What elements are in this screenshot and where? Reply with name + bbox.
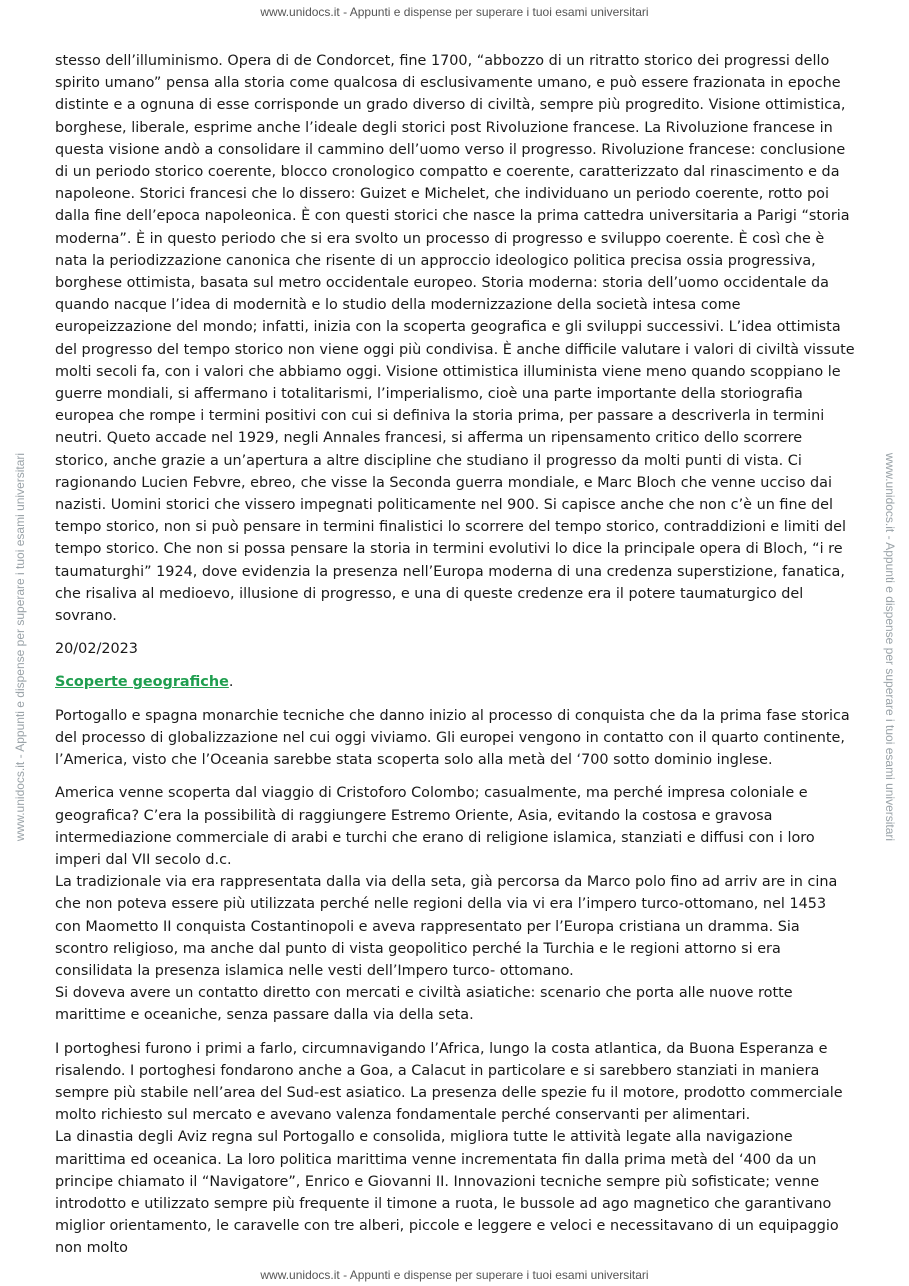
document-body (55, 50, 855, 1260)
date-label: 20/02/2023 (55, 641, 138, 658)
paragraph-via-della-seta: La tradizionale via era rappresentata dalla via della seta, già percorsa da Marco polo fino ad arriv are in cina che non poteva essere più utilizzata perché nelle regioni della via vi era l’impero turco-ottomano, nel 1453 con Maometto II conquista Costantinopoli e aveva rappresentato per l’Europa cristiana un dramma. Sia scontro religioso, ma anche dal punto di vista geopolitico perché la Turchia e le regioni attorno si era consilidata la presenza islamica nelle vesti dell’Impero turco- ottomano. (55, 874, 838, 979)
paragraph-portogallo-spagna: Portogallo e spagna monarchie tecniche che danno inizio al processo di conquista che da la prima fase storica del processo di globalizzazione nel cui oggi viviamo. Gli europei vengono in contatto con il quarto continente, l’America, visto che l’Oceania sarebbe stata scoperta solo alla metà del ‘700 sotto dominio inglese. (55, 707, 850, 769)
heading-dot: . (228, 674, 234, 691)
section-heading-link[interactable]: Scoperte geografiche (55, 674, 229, 691)
paragraph-nuove-rotte: Si doveva avere un contatto diretto con mercati e civiltà asiatiche: scenario che porta alle nuove rotte marittime e oceaniche, senza passare dalla via della seta. (55, 985, 793, 1024)
paragraph-portoghesi: I portoghesi furono i primi a farlo, circumnavigando l’Africa, lungo la costa atlantica, da Buona Esperanza e risalendo. I portoghesi fondarono anche a Goa, a Calacut in particolare e si sarebbero stanziati in maniera sempre più stabile nell’area del Sud-est asiatico. La presenza delle spezie fu il motore, prodotto commerciale molto richiesto sul mercato e avevano valenza fondamentale perché conservanti per alimentari. (55, 1040, 843, 1124)
page-header-watermark: www.unidocs.it - Appunti e dispense per superare i tuoi esami universitari (260, 5, 649, 19)
right-side-watermark: www.unidocs.it - Appunti e dispense per superare i tuoi esami universitari (883, 452, 897, 842)
paragraph-america: America venne scoperta dal viaggio di Cristoforo Colombo; casualmente, ma perché impresa coloniale e geografica? C’era la possibilità di raggiungere Estremo Oriente, Asia, evitando la costosa e gravosa intermediazione commerciale di arabi e turchi che erano di religione islamica, stanziati e diffusi con i loro imperi dal VII secolo d.c. (55, 785, 815, 868)
left-side-watermark: www.unidocs.it - Appunti e dispense per superare i tuoi esami universitari (13, 452, 27, 842)
paragraph-aviz: La dinastia degli Aviz regna sul Portogallo e consolida, migliora tutte le attività legate alla navigazione marittima ed oceanica. La loro politica marittima venne incrementata fin dalla prima metà del ‘400 da un principe chiamato il “Navigatore”, Enrico e Giovanni II. Innovazioni tecniche sempre più sofisticate; venne introdotto e utilizzato sempre più frequente il timone a ruota, le bussole ad ago magnetico che garantivano miglior orientamento, le caravelle con tre alberi, piccole e leggere e veloci e necessitavano di un equipaggio non molto (55, 1129, 839, 1257)
page-footer-watermark: www.unidocs.it - Appunti e dispense per superare i tuoi esami universitari (260, 1268, 649, 1282)
section-heading (55, 671, 855, 693)
paragraph-illuminismo: stesso dell’illuminismo. Opera di de Condorcet, fine 1700, “abbozzo di un ritratto storico dei progressi dello spirito umano” pensa alla storia come qualcosa di esclusivamente umano, e può essere frazionata in epoche distinte e a ognuna di esse corrisponde un grado diverso di civiltà, sempre più progredito. Visione ottimistica, borghese, liberale, esprime anche l’ideale degli storici post Rivoluzione francese. La Rivoluzione francese in questa visione andò a consolidare il cammino dell’uomo verso il progresso. Rivoluzione francese: conclusione di un periodo storico coerente, blocco cronologico compatto e coerente, caratterizzato dal rinascimento e da napoleone. Storici francesi che lo dissero: Guizet e Michelet, che individuano un periodo coerente, rotto poi dalla fine dell’epoca napoleonica. È con questi storici che nasce la prima cattedra universitaria a Parigi “storia moderna”. È in questo periodo che si era svolto un processo di progresso e sviluppo coerente. È così che è nata la periodizzazione canonica che risente di un approccio ideologico politica precisa ossia progressiva, borghese ottimista, basata sul metro occidentale europeo. Storia moderna: storia dell’uomo occidentale da quando nacque l’idea di modernità e lo studio della modernizzazione della società intesa come europeizzazione del mondo; infatti, inizia con la scoperta geografica e gli sviluppi successivi. L’idea ottimista del progresso del tempo storico non viene oggi più condivisa. È anche difficile valutare i valori di civiltà vissute molti secoli fa, con i valori che abbiamo oggi. Visione ottimistica illuminista viene meno quando scoppiano le guerre mondiali, si affermano i totalitarismi, l’imperialismo, cioè una parte importante della storiografia europea che rompe i termini positivi con cui si definiva la storia prima, per passare a descriverla in termini neutri. Queto accade nel 1929, negli Annales francesi, si afferma un ripensamento critico dello scorrere storico, anche grazie a un’apertura a altre discipline che studiano il progresso da molti punti di vista. Ci ragionando Lucien Febvre, ebreo, che visse la Seconda guerra mondiale, e Marc Bloch che venne ucciso dai nazisti. Uomini storici che vissero impegnati politicamente nel 900. Si capisce anche che non c’è un fine del tempo storico, non si può pensare in termini finalistici lo scorrere del tempo storico, contraddizioni e limiti del tempo storico. Che non si possa pensare la storia in termini evolutivi lo dice la principale opera di Bloch, “i re taumaturghi” 1924, dove evidenzia la presenza nell’Europa moderna di una credenza superstizione, fanatica, che risaliva al medioevo, illusione di progresso, e una di queste credenze era il potere taumaturgico del sovrano. (55, 53, 855, 625)
